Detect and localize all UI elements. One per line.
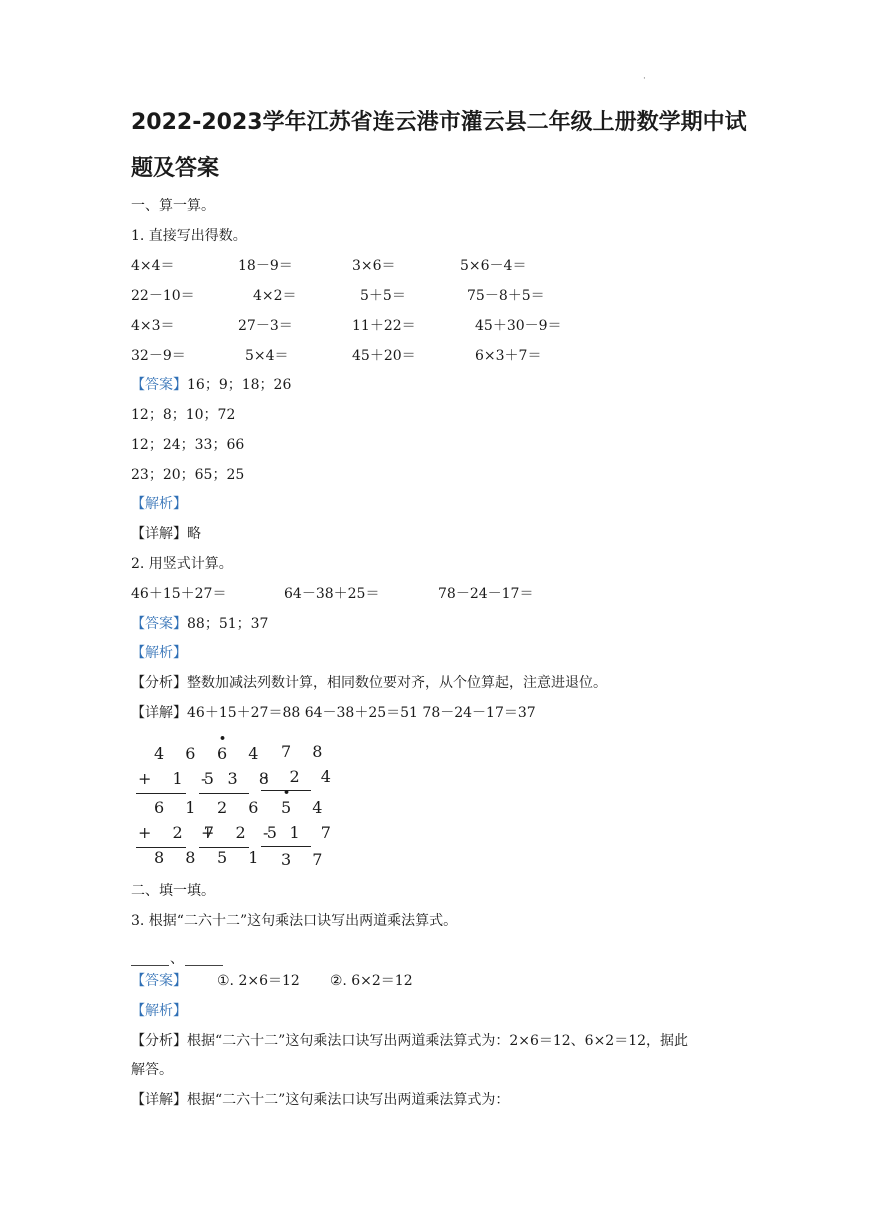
q1-cell: 5×4＝ [245,348,289,364]
q1-cell: 5×6－4＝ [460,258,527,274]
detail-text: 根据“二六十二”这句乘法口诀写出两道乘法算式为： [187,1092,510,1108]
q2-fenxi [131,674,607,692]
q1-cell: 75－8＋5＝ [467,288,545,304]
q1-cell: 4×3＝ [131,318,175,334]
answer-line: 12；24；33；66 [131,437,245,453]
q1-cell: 45＋20＝ [352,348,416,364]
answer-blank-2 [185,965,223,966]
answer-line: 12；8；10；72 [131,407,236,423]
vertical-row: 6 1 [154,798,204,817]
vertical-rule [199,793,249,794]
q2-problem: 46＋15＋27＝ [131,586,227,602]
q1-cell: 32－9＝ [131,348,186,364]
section-2-heading: 二、填一填。 [131,883,215,899]
q1-cell: 45＋30－9＝ [475,318,562,334]
q1-cell: 3×6＝ [352,258,396,274]
vertical-row: 3 7 [281,850,331,869]
q1-cell: 11＋22＝ [352,318,416,334]
vertical-row: 5 4 [281,798,331,817]
vertical-row: 6 4 [217,744,267,763]
q3-fenxi [131,1032,688,1050]
fenxi-tag: 【分析】 [131,1033,187,1049]
fenxi-text: 根据“二六十二”这句乘法口诀写出两道乘法算式为：2×6＝12、6×2＝12，据此 [187,1033,689,1049]
header-mark: · [643,74,646,84]
q1-label: 1. 直接写出得数。 [131,228,247,244]
fenxi-text-cont: 解答。 [131,1062,173,1078]
answer-text: 88；51；37 [187,616,269,632]
answer-line: 16；9；18；26 [187,377,292,393]
vertical-row: 7 8 [281,742,331,761]
answer-tag: 【答案】 [131,377,187,393]
answer-tag: 【答案】 [131,616,187,632]
q1-cell: 22－10＝ [131,288,195,304]
answer-text: ②. 6×2＝12 [329,973,413,989]
borrow-dot: • [283,786,291,799]
detail-tag: 【详解】 [131,705,187,721]
vertical-row: 8 8 [154,848,204,867]
vertical-row: - 2 4 [263,767,339,786]
vertical-row: + 2 5 [201,823,285,842]
page-title: 2022-2023学年江苏省连云港市灌云县二年级上册数学期中试题及答案 [131,110,747,181]
q2-problem: 78－24－17＝ [438,586,534,602]
q3-answer [131,972,413,990]
fenxi-text: 整数加减法列数计算，相同数位要对齐，从个位算起，注意进退位。 [187,675,607,691]
vertical-row: + 2 7 [138,823,222,842]
vertical-row: 4 6 [154,744,204,763]
q1-answer [131,376,291,394]
detail-text: 46＋15＋27＝88 64－38＋25＝51 78－24－17＝37 [187,705,536,721]
answer-line: 23；20；65；25 [131,467,245,483]
borrow-dot: • [219,732,227,745]
q2-problem: 64－38＋25＝ [284,586,380,602]
vertical-row: - 3 8 [201,769,277,788]
analysis-tag: 【解析】 [131,645,187,661]
answer-tag: 【答案】 [131,973,187,989]
vertical-row: 5 1 [217,848,267,867]
q1-cell: 4×4＝ [131,258,175,274]
answer-blank-1 [131,965,169,966]
detail-text: 略 [187,526,201,542]
analysis-tag: 【解析】 [131,496,187,512]
q1-cell: 4×2＝ [253,288,297,304]
q1-cell: 27－3＝ [238,318,293,334]
answer-text: ①. 2×6＝12 [217,973,300,989]
detail-tag: 【详解】 [131,1092,187,1108]
vertical-rule [136,793,186,794]
vertical-row: - 1 7 [263,823,339,842]
q1-cell: 6×3＋7＝ [475,348,542,364]
vertical-row: 2 6 [217,798,267,817]
q1-detail [131,525,201,543]
q2-label: 2. 用竖式计算。 [131,556,233,572]
q2-answer [131,615,268,633]
blank-separator: 、 [170,951,184,967]
vertical-row: + 1 5 [138,769,222,788]
q3-label: 3. 根据“二六十二”这句乘法口诀写出两道乘法算式。 [131,913,458,929]
detail-tag: 【详解】 [131,526,187,542]
fenxi-tag: 【分析】 [131,675,187,691]
section-1-heading: 一、算一算。 [131,198,215,214]
q1-cell: 5＋5＝ [360,288,406,304]
analysis-tag: 【解析】 [131,1003,187,1019]
q2-detail [131,704,536,722]
q1-cell: 18－9＝ [238,258,293,274]
q3-detail [131,1091,509,1109]
vertical-rule [261,846,311,847]
